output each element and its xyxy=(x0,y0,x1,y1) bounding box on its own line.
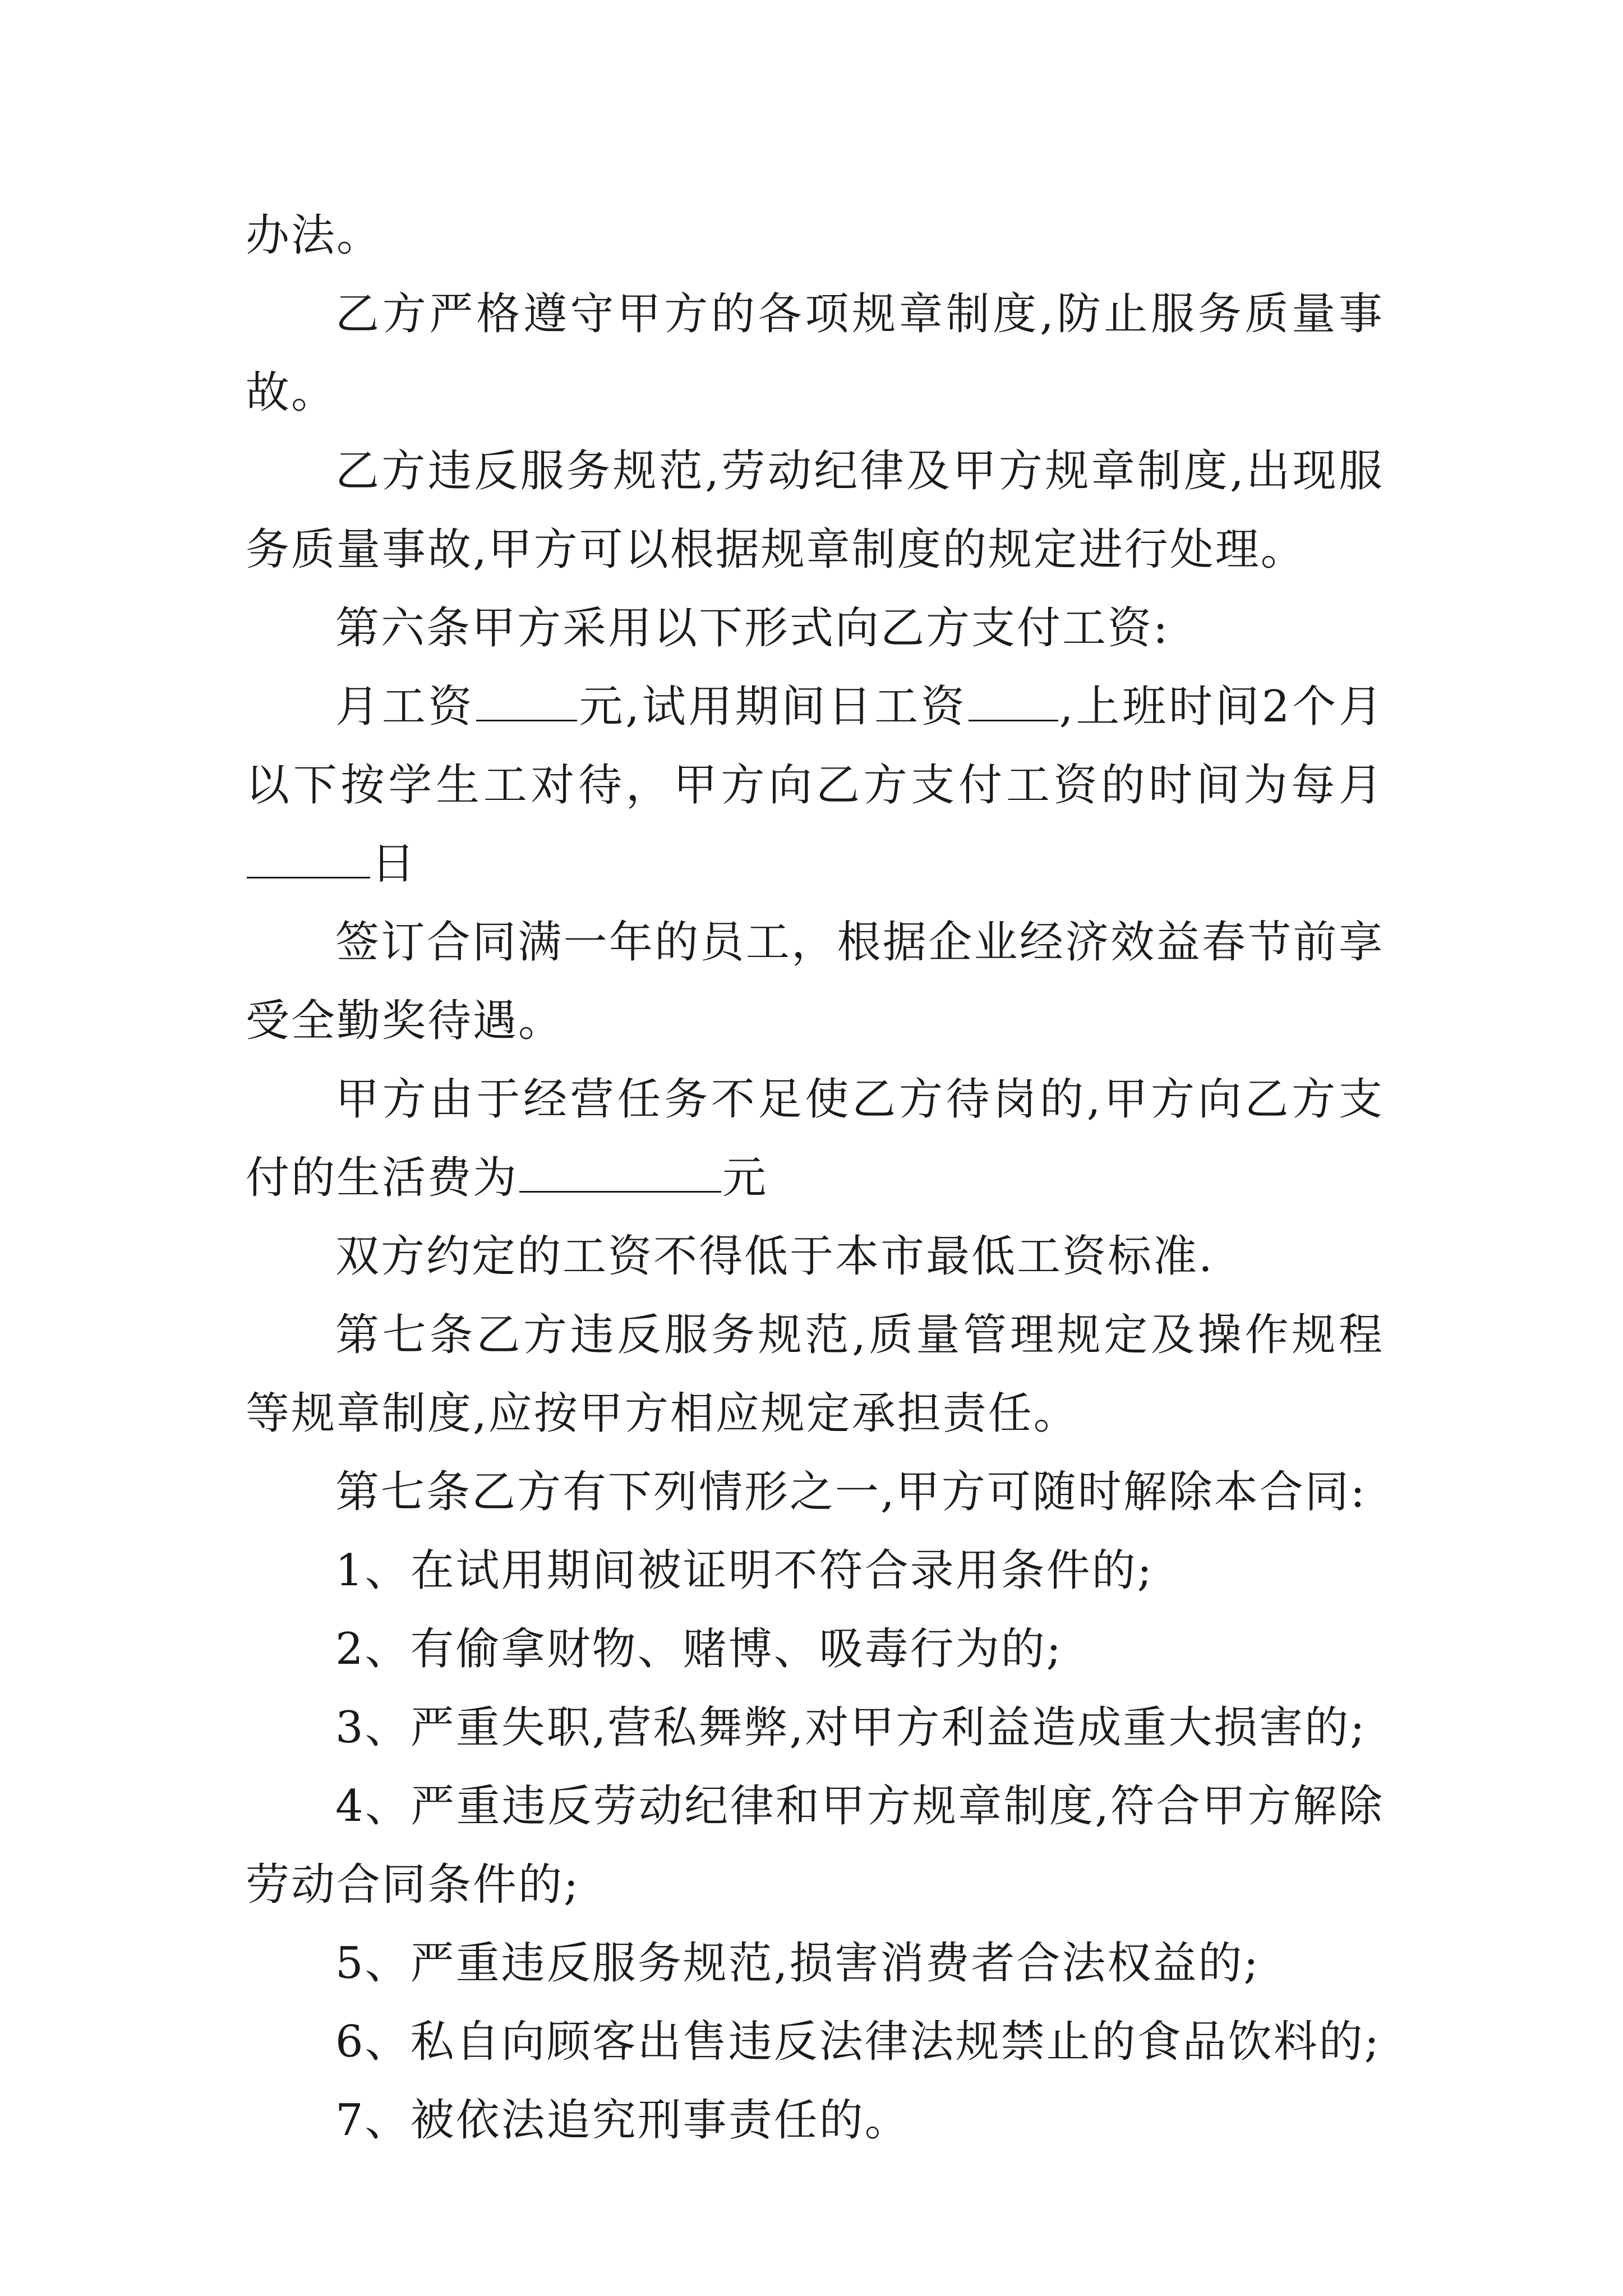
wage-text-monthly: 月工资 xyxy=(335,682,475,732)
paragraph-standby-allowance xyxy=(246,1060,1384,1217)
wage-text-day: 日 xyxy=(371,839,417,889)
allowance-blank xyxy=(519,1151,721,1193)
paragraph-attendance-bonus: 签订合同满一年的员工，根据企业经济效益春节前享受全勤奖待遇。 xyxy=(246,917,1384,1046)
document-body xyxy=(246,196,1384,2160)
article-six-heading: 第六条甲方采用以下形式向乙方支付工资: xyxy=(335,603,1170,654)
wage-text-daily: 元,试用期间日工资 xyxy=(578,682,967,732)
paragraph-violation-handling: 乙方违反服务规范,劳动纪律及甲方规章制度,出现服务质量事故,甲方可以根据规章制度的规定进行处理。 xyxy=(246,446,1384,575)
list-item: 7、被依法追究刑事责任的。 xyxy=(335,2095,910,2146)
article-seven-termination: 第七条乙方有下列情形之一,甲方可随时解除本合同: xyxy=(335,1467,1367,1517)
paragraph-continuation: 办法。 xyxy=(246,210,382,261)
standby-text: 甲方由于经营任务不足使乙方待岗的,甲方向乙方支付的生活费为 xyxy=(246,1074,1384,1203)
list-item: 3、严重失职,营私舞弊,对甲方利益造成重大损害的; xyxy=(335,1703,1367,1753)
list-item: 5、严重违反服务规范,损害消费者合法权益的; xyxy=(335,1938,1260,1989)
standby-unit: 元 xyxy=(722,1153,768,1203)
paragraph-wage-terms xyxy=(246,668,1384,903)
monthly-wage-blank xyxy=(476,679,577,721)
paragraph-minimum-wage: 双方约定的工资不得低于本市最低工资标准. xyxy=(335,1231,1214,1282)
wage-text-payday: ,上班时间2个月以下按学生工对待，甲方向乙方支付工资的时间为每月 xyxy=(246,682,1384,811)
list-item: 1、在试用期间被证明不符合录用条件的; xyxy=(335,1545,1154,1596)
payday-blank xyxy=(247,836,370,878)
paragraph-rules-compliance: 乙方严格遵守甲方的各项规章制度,防止服务质量事故。 xyxy=(246,289,1384,418)
list-item: 4、严重违反劳动纪律和甲方规章制度,符合甲方解除劳动合同条件的; xyxy=(246,1781,1384,1910)
list-item: 2、有偷拿财物、赌博、吸毒行为的; xyxy=(335,1624,1063,1674)
daily-wage-blank xyxy=(969,679,1058,721)
list-item: 6、私自向顾客出售违反法律法规禁止的食品饮料的; xyxy=(335,2017,1381,2067)
article-seven-liability: 第七条乙方违反服务规范,质量管理规定及操作规程等规章制度,应按甲方相应规定承担责任。 xyxy=(246,1310,1384,1439)
